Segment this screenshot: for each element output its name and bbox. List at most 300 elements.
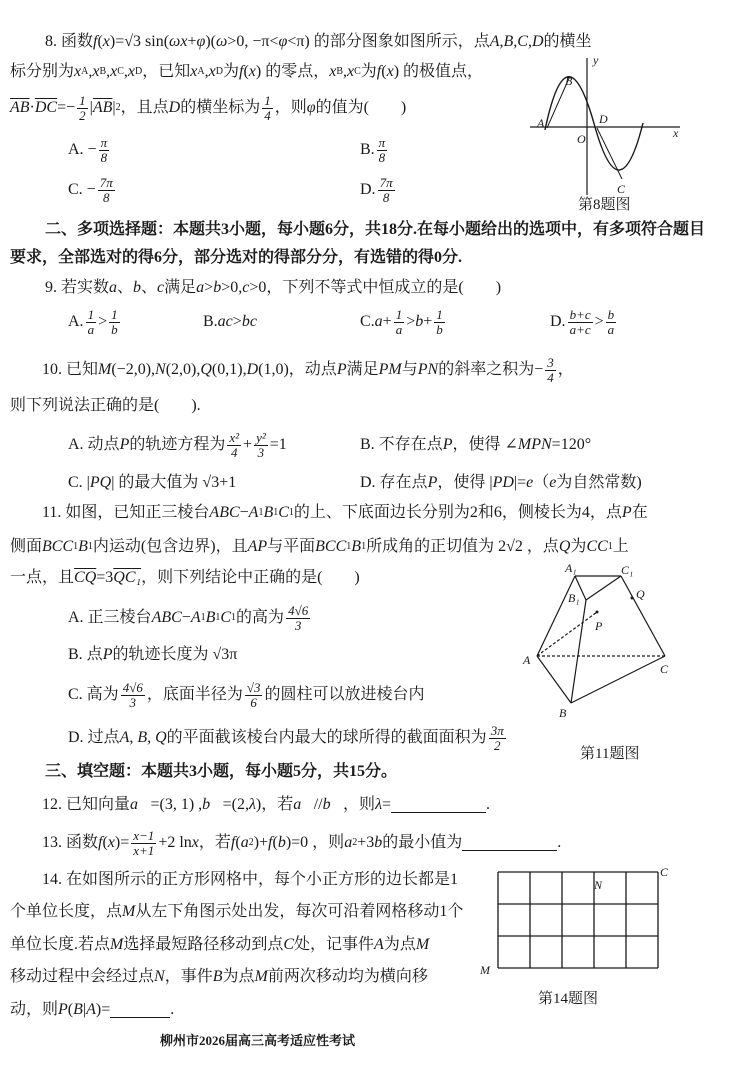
numerator: 1 [264, 92, 271, 108]
text: )( [205, 33, 216, 50]
math-var: C [278, 504, 289, 521]
line-q12 [42, 795, 490, 815]
text: , [106, 63, 111, 80]
math-var: M [110, 936, 124, 953]
line-q8-B [360, 134, 389, 165]
math-var: φ [278, 33, 288, 50]
footer-exam-title: 柳州市2026届高三高考适应性考试 [160, 1033, 356, 1048]
text: )+ [253, 834, 269, 851]
math-var: x [347, 63, 355, 80]
math-var: B [78, 538, 88, 555]
vector: $\overline{AB}$ [10, 99, 30, 116]
line-q14-l3 [10, 935, 429, 955]
math-var: P [336, 361, 347, 378]
line-sec2-l2 [10, 248, 462, 268]
math-var: BCC [315, 538, 347, 555]
math-var: PD [492, 474, 514, 491]
text: . [557, 834, 562, 851]
line-sec3 [45, 762, 397, 782]
text: )= [95, 1001, 111, 1018]
text: >0，下列不等式中恒成立的是( ) [249, 279, 502, 296]
denominator: 2 [79, 107, 86, 123]
text: 满足 [346, 361, 379, 378]
denominator: 4 [230, 444, 238, 460]
fraction [378, 176, 395, 205]
line-q14-l5 [10, 1000, 174, 1020]
numerator: 7π [99, 174, 113, 190]
text: 10. 已知 [42, 361, 99, 378]
math-var: D [168, 99, 181, 116]
text: B. [360, 141, 375, 158]
math-var: PN [417, 361, 439, 378]
text: 侧面 [10, 538, 43, 555]
line-q9-A [68, 306, 122, 337]
svg-text:Q: Q [636, 587, 645, 601]
text: A. 正三棱台 [68, 609, 152, 626]
text: ( [67, 1001, 74, 1018]
text: 内运动(包含边界)，且 [92, 538, 248, 555]
text: ) 的零点， [255, 63, 330, 80]
svg-text:P: P [595, 619, 603, 633]
denominator: 8 [382, 189, 390, 205]
denominator: a [395, 321, 403, 337]
math-var: D [246, 361, 259, 378]
fraction [99, 136, 110, 165]
svg-text:A: A [537, 116, 545, 130]
math-var: x [191, 834, 199, 851]
math-var: CC [586, 538, 608, 555]
math-var: a [240, 834, 249, 851]
vector: QC₁ [113, 569, 142, 586]
text: 8. 函数 [45, 33, 94, 50]
text: 的高为 [236, 609, 285, 626]
math-var: b [213, 279, 222, 296]
fraction [254, 431, 268, 460]
text: 标分别为 [10, 63, 75, 80]
figure-8-caption: 第8题图 [578, 197, 631, 213]
text: 二、多项选择题：本题共3小题，每小题6分，共18分.在每小题给出的选项中，有多项符合题目 [45, 221, 706, 238]
math-var: λ [248, 796, 256, 813]
numerator: 1 [79, 92, 86, 108]
math-var: f [230, 834, 236, 851]
fraction [109, 308, 120, 337]
line-q8-D [360, 174, 397, 205]
line-q9-B [203, 312, 257, 332]
text: ) 的极值点， [393, 63, 484, 80]
line-q9-l1 [45, 278, 501, 298]
line-q8-l3: $\overline{AB}$ · $\overline{DC}$ =− $\frac{1}{2}$ | $\overline{AB}$ | 2 ，且点 D 的横坐标为 $\frac{1}{4}$ ，则 φ 的值为( ) [10, 92, 407, 123]
text: >0, −π< [227, 33, 279, 50]
fraction [286, 604, 310, 633]
math-var: a [344, 834, 353, 851]
numerator: π [100, 134, 108, 150]
text: 要求，全部选对的得6分，部分选对的得部分分，有选错的得0分. [10, 249, 463, 266]
math-var: x [329, 63, 337, 80]
text: + [423, 313, 433, 330]
math-var: b⃗ [322, 796, 344, 813]
math-var: A [248, 504, 259, 521]
text: ，底面半径为 [146, 686, 243, 703]
denominator: 8 [378, 149, 386, 165]
text: ，若 [198, 834, 231, 851]
text: （ [533, 474, 550, 491]
line-q8-C [68, 174, 117, 205]
fraction [131, 829, 156, 858]
text: + [382, 313, 392, 330]
numerator: 3 [547, 354, 554, 370]
math-var: a [196, 279, 205, 296]
answer-blank[interactable] [110, 1003, 170, 1018]
math-var: f [98, 834, 103, 851]
math-var: φ [306, 99, 316, 116]
denominator: 4 [547, 369, 554, 385]
math-var: ac [217, 313, 233, 330]
line-q14-l4 [10, 967, 428, 987]
math-var: N [154, 968, 165, 985]
math-var: b [415, 313, 424, 330]
text: D. [360, 181, 376, 198]
text: A. [68, 313, 84, 330]
text: B. [203, 313, 218, 330]
fraction [86, 308, 97, 337]
text: ，使得 ∠ [452, 436, 518, 453]
text: 的横坐标为 [180, 99, 261, 116]
fraction [245, 681, 263, 710]
text: | [112, 99, 116, 116]
math-var: P [119, 436, 130, 453]
text: // [313, 796, 323, 813]
text: . [486, 796, 491, 813]
numerator: 7π [379, 174, 393, 190]
text: > [232, 313, 242, 330]
line-q13: 13. 函数 f ( x )= $\frac{x-1}{x+1}$ +2 ln x ，若 f ( a 2 )+ f ( b )=0 ，则 a 2 +3 b 的最小值为 . [42, 827, 562, 858]
math-var: B [212, 968, 223, 985]
math-var: P [58, 1001, 68, 1018]
text: 14. 在如图所示的正方形网格中，每个小正方形的边长都是1 [42, 871, 459, 888]
text: 为自然常数) [556, 474, 642, 491]
text: > [98, 313, 108, 330]
text: 单位长度.若点 [10, 936, 111, 953]
numerator: 1 [87, 306, 95, 322]
math-var: M [415, 936, 430, 953]
text: )=√3 sin( [109, 33, 170, 50]
fraction [394, 308, 405, 337]
denominator: 3 [294, 617, 302, 633]
line-q11-A: A. 正三棱台 ABC − A 1 B 1 C 1 的高为 $\frac{4√6}{3}$ [68, 602, 309, 633]
text: 为 [570, 538, 587, 555]
line-sec2-l1 [45, 220, 705, 240]
line-q10-D [360, 473, 642, 493]
math-var: ABC [151, 609, 182, 626]
fraction [121, 681, 145, 710]
numerator: 4√6 [122, 679, 143, 695]
line-q10-l2 [10, 396, 201, 416]
numerator: 4√6 [288, 602, 309, 618]
text: (−2,0), [111, 361, 156, 378]
text: 为点 [383, 936, 416, 953]
answer-blank[interactable] [391, 798, 486, 813]
text: 则下列说法正确的是( ). [10, 397, 201, 414]
text: . [170, 1001, 175, 1018]
math-var: AP [247, 538, 268, 555]
text: )=0 ，则 [285, 834, 345, 851]
math-var: A [374, 936, 384, 953]
text: 为 [222, 63, 239, 80]
math-var: x [107, 834, 115, 851]
fraction [545, 356, 556, 385]
text: =120° [551, 436, 592, 453]
text: 动，则 [10, 1001, 59, 1018]
math-var: N [155, 361, 166, 378]
math-var: x [248, 63, 256, 80]
denominator: 8 [102, 189, 110, 205]
text: =3 [96, 569, 114, 586]
text: ，且点 [120, 99, 169, 116]
math-var: M [254, 968, 268, 985]
text: 的圆柱可以放进棱台内 [264, 686, 425, 703]
numerator: 1 [436, 306, 443, 322]
math-var: B [73, 1001, 83, 1018]
math-var: ωx [169, 33, 188, 50]
fraction [568, 308, 593, 337]
svg-text:B: B [565, 74, 573, 88]
denominator: a [607, 321, 615, 337]
vector: $\overline{AB}$ [92, 99, 113, 116]
text: − [239, 504, 249, 521]
text: 选择最短路径移动到点 [123, 936, 284, 953]
numerator: b+c [569, 306, 591, 322]
text: >0, [221, 279, 243, 296]
denominator: x+1 [133, 842, 155, 858]
text: )= [114, 834, 130, 851]
denominator: 4 [264, 107, 271, 123]
line-q8-l2: 标分别为 x A , x B , x C , x D ，已知 x A , x D 为 f ( x ) 的零点， x B , x C 为 f ( x ) 的极值点， [10, 63, 484, 80]
text: = [382, 796, 392, 813]
math-var: a⃗ [130, 796, 151, 813]
math-var: P [427, 474, 438, 491]
math-var: bc [241, 313, 257, 330]
line-q8-A [68, 134, 111, 165]
denominator: 3 [257, 444, 265, 460]
math-var: A, B, Q [119, 729, 167, 746]
text: 的轨迹长度为 √3π [112, 646, 238, 663]
numerator: 1 [395, 306, 403, 322]
text: 前两次移动均为横向移 [267, 968, 428, 985]
text: 为 [360, 63, 377, 80]
text: , [88, 63, 93, 80]
vector: $\overline{DC}$ [34, 99, 58, 116]
text: 上 [612, 538, 629, 555]
denominator: 6 [250, 694, 257, 710]
math-var: c [157, 279, 165, 296]
math-var: BCC [42, 538, 74, 555]
svg-text:M: M [480, 963, 490, 977]
text: + [187, 33, 197, 50]
math-var: A [190, 609, 201, 626]
text: 13. 函数 [42, 834, 99, 851]
numerator: √3 [246, 679, 261, 695]
math-var: ω [216, 33, 228, 50]
fraction [434, 308, 445, 337]
text: > [204, 279, 214, 296]
line-q11-B [68, 645, 237, 665]
math-var: P [621, 504, 632, 521]
numerator: x−1 [133, 827, 155, 843]
math-var: P [102, 646, 113, 663]
svg-text:A₁: A₁ [565, 561, 577, 575]
math-var: c [242, 279, 250, 296]
math-var: x [110, 63, 118, 80]
denominator: 2 [493, 737, 501, 753]
text: | [89, 99, 93, 116]
text: 与平面 [267, 538, 316, 555]
text: (0,1), [211, 361, 247, 378]
text: ，使得 | [437, 474, 493, 491]
math-var: a [109, 279, 118, 296]
numerator: b [607, 306, 615, 322]
text: D. 过点 [68, 729, 120, 746]
text: , [123, 63, 128, 80]
math-var: A [86, 1001, 96, 1018]
svg-text:O: O [577, 132, 586, 146]
math-var: e [549, 474, 557, 491]
numerator: 1 [111, 306, 118, 322]
line-q11-l2: 侧面 BCC 1 B 1 内运动(包含边界)，且 AP 与平面 BCC 1 B 1 所成角的正切值为 2√2 ，点 Q 为 CC 1 上 [10, 538, 629, 555]
text: | [82, 1001, 87, 1018]
svg-text:C: C [660, 865, 669, 879]
math-var: x [102, 33, 110, 50]
text: C. | [68, 474, 90, 491]
line-q9-D [550, 306, 618, 337]
text: =(2, [222, 796, 249, 813]
text: , [343, 63, 347, 80]
denominator: b [436, 321, 443, 337]
math-var: B [205, 609, 216, 626]
text: B. 点 [68, 646, 103, 663]
math-var: a [374, 313, 383, 330]
line-q11-l1: 11. 如图，已知正三棱台 ABC − A 1 B 1 C 1 的上、下底面边长分别为2和6，侧棱长为4，点 P 在 [42, 504, 648, 521]
line-q11-C [68, 679, 425, 710]
text: 12. 已知向量 [42, 796, 131, 813]
figure-14-caption: 第14题图 [538, 991, 599, 1007]
text: ( [272, 834, 278, 851]
figure-11-frustum [515, 560, 690, 740]
text: 的最小值为 [382, 834, 463, 851]
math-var: f [238, 63, 244, 80]
svg-text:D: D [599, 112, 608, 126]
fraction [227, 431, 241, 460]
text: ( [102, 834, 108, 851]
math-var: C [220, 609, 232, 626]
numerator: x² [229, 429, 240, 445]
text: ，事件 [164, 968, 213, 985]
text: 的横坐 [543, 33, 592, 50]
svg-text:y: y [593, 55, 599, 67]
math-var: x [386, 63, 394, 80]
line-q11-D [68, 722, 508, 753]
text: 的值为( ) [315, 99, 407, 116]
text: =1 [269, 436, 287, 453]
svg-text:B₁: B₁ [568, 591, 580, 605]
text: 、 [117, 279, 134, 296]
text: D. 存在点 [360, 474, 428, 491]
text: ( [381, 63, 387, 80]
figure-8-sine-graph [525, 55, 685, 195]
math-var: e [526, 474, 534, 491]
line-q14-l1 [42, 870, 458, 890]
math-var: B [263, 504, 274, 521]
fraction [98, 176, 115, 205]
numerator: π [378, 134, 386, 150]
text: A. 动点 [68, 436, 120, 453]
text: ，已知 [142, 63, 191, 80]
denominator: a [87, 321, 95, 337]
figure-11-caption: 第11题图 [580, 746, 640, 762]
text: 与 [401, 361, 418, 378]
text: C. − [68, 181, 96, 198]
text: 处，记事件 [294, 936, 375, 953]
text: +2 ln [158, 834, 192, 851]
text: =(3, 1) , [150, 796, 203, 813]
math-var: M [122, 903, 136, 920]
text: 、 [141, 279, 158, 296]
text: + [243, 436, 253, 453]
text: C. 高为 [68, 686, 119, 703]
math-var: λ [375, 796, 382, 813]
text: ，则下列结论中正确的是( ) [141, 569, 360, 586]
fraction [262, 94, 273, 123]
denominator: b [111, 321, 118, 337]
numerator: y² [256, 429, 266, 445]
math-var: f [376, 63, 382, 80]
line-q10-A [68, 429, 287, 460]
text: B. 不存在点 [360, 436, 443, 453]
svg-text:N: N [594, 878, 603, 892]
math-var: b [374, 834, 383, 851]
math-var: x [208, 63, 216, 80]
math-var: x [190, 63, 198, 80]
line-q14-l2 [10, 902, 463, 922]
text: ( [243, 63, 249, 80]
denominator: 8 [100, 149, 108, 165]
numerator: 3π [490, 722, 504, 738]
text: ，则 [343, 796, 376, 813]
math-var: b [277, 834, 286, 851]
text: )，若 [255, 796, 294, 813]
text: ，则 [274, 99, 307, 116]
answer-blank[interactable] [462, 836, 557, 851]
math-var: x [127, 63, 136, 80]
line-q8-l1 [45, 32, 592, 52]
text: 9. 若实数 [45, 279, 110, 296]
fraction [489, 724, 506, 753]
math-var: MPN [517, 436, 552, 453]
text: +3 [357, 834, 375, 851]
math-var: x [74, 63, 82, 80]
math-var: f [93, 33, 98, 50]
text: 从左下角图示处出发，每次可沿着网格移动1个 [135, 903, 464, 920]
text: 在 [631, 504, 648, 521]
text: 的平面截该棱台内最大的球所得的截面面积为 [166, 729, 487, 746]
figure-14-grid [480, 860, 670, 980]
text: 11. 如图，已知正三棱台 [42, 504, 210, 521]
math-var: PM [378, 361, 402, 378]
math-var: Q [200, 361, 212, 378]
vector: $\overline{CQ}$ [74, 569, 97, 586]
text: | 的最大值为 √3+1 [111, 474, 237, 491]
math-var: A,B,C,D [489, 33, 544, 50]
text: 的轨迹方程为 [129, 436, 226, 453]
